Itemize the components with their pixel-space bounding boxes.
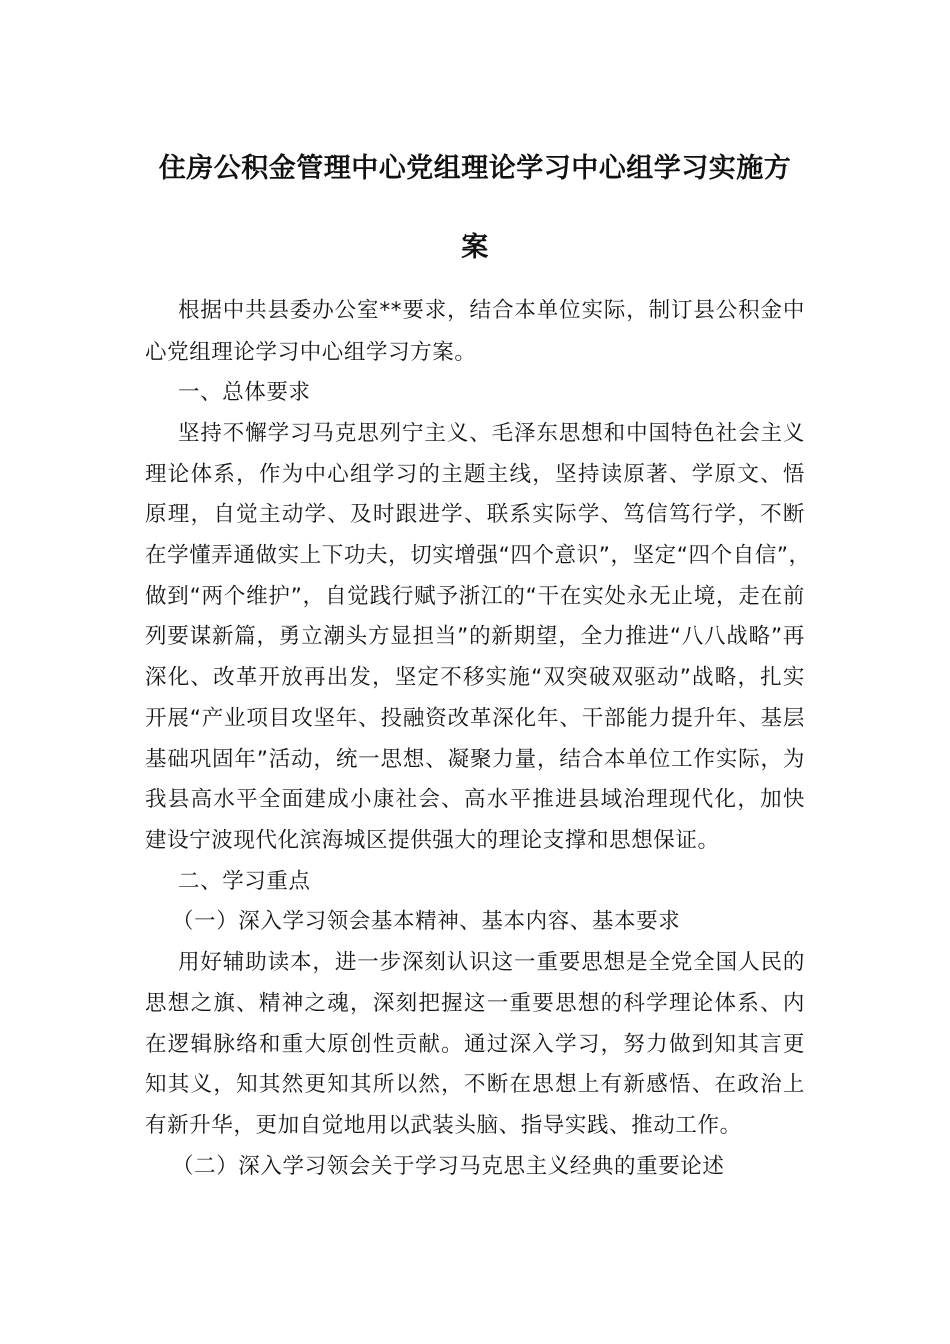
paragraph-line: 开展“产业项目攻坚年、投融资改革深化年、干部能力提升年、基层 [145,706,805,731]
paragraph-line: 在学懂弄通做实上下功夫，切实增强“四个意识”，坚定“四个自信”， [145,543,811,568]
paragraph-line: 基础巩固年”活动，统一思想、凝聚力量，结合本单位工作实际，为 [145,747,805,772]
paragraph-line: 思想之旗、精神之魂，深刻把握这一重要思想的科学理论体系、内 [145,991,805,1016]
paragraph-line: 在逻辑脉络和重大原创性贡献。通过深入学习，努力做到知其言更 [145,1032,805,1057]
document-title-line-1: 住房公积金管理中心党组理论学习中心组学习实施方 [158,153,792,184]
paragraph-line: 列要谋新篇，勇立潮头方显担当”的新期望，全力推进“八八战略”再 [145,624,805,649]
paragraph-line: 根据中共县委办公室**要求，结合本单位实际，制订县公积金中 [178,298,805,323]
paragraph-line: 心党组理论学习中心组学习方案。 [145,340,477,365]
paragraph-line: 坚持不懈学习马克思列宁主义、毛泽东思想和中国特色社会主义 [178,421,805,446]
subsection-heading: （二）深入学习领会关于学习马克思主义经典的重要论述 [172,1154,725,1179]
paragraph-line: 做到“两个维护”，自觉践行赋予浙江的“干在实处永无止境，走在前 [145,584,805,609]
paragraph-line: 原理，自觉主动学、及时跟进学、联系实际学、笃信笃行学，不断 [145,502,805,527]
section-heading: 二、学习重点 [178,869,311,894]
document-title-line-2: 案 [461,232,489,263]
subsection-heading: （一）深入学习领会基本精神、基本内容、基本要求 [172,909,681,934]
paragraph-line: 用好辅助读本，进一步深刻认识这一重要思想是全党全国人民的 [178,950,805,975]
paragraph-line: 建设宁波现代化滨海城区提供强大的理论支撑和思想保证。 [145,828,720,853]
paragraph-line: 我县高水平全面建成小康社会、高水平推进县域治理现代化，加快 [145,787,805,812]
paragraph-line: 有新升华，更加自觉地用以武装头脑、指导实践、推动工作。 [145,1113,742,1138]
section-heading: 一、总体要求 [178,380,311,405]
paragraph-line: 知其义，知其然更知其所以然，不断在思想上有新感悟、在政治上 [145,1072,805,1097]
paragraph-line: 深化、改革开放再出发，坚定不移实施“双突破双驱动”战略，扎实 [145,665,805,690]
paragraph-line: 理论体系，作为中心组学习的主题主线，坚持读原著、学原文、悟 [145,462,805,487]
